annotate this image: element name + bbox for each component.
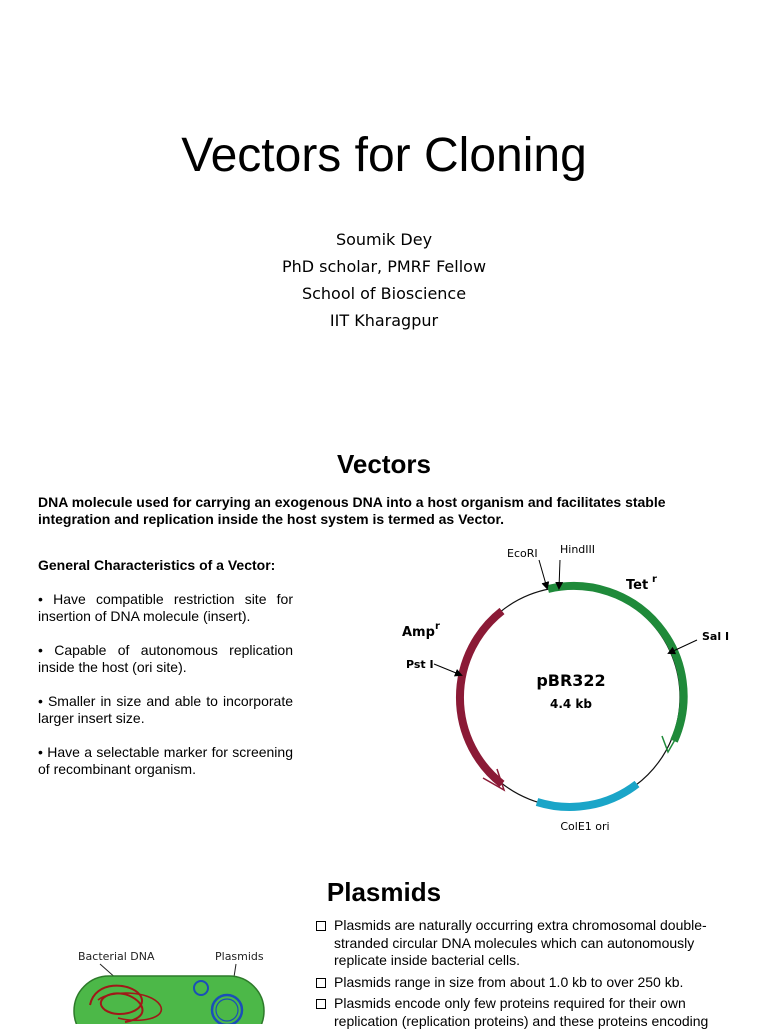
ori-arc xyxy=(537,784,637,807)
plasmids-heading: Plasmids xyxy=(326,877,442,907)
checkbox-bullet-icon xyxy=(316,999,326,1009)
plasmid-facts-list xyxy=(316,917,736,1034)
ori-label: ColE1 ori xyxy=(560,820,610,833)
psti-pointer xyxy=(434,664,461,675)
main-title: Vectors for Cloning xyxy=(181,129,587,182)
tet-label: Tet xyxy=(626,578,649,593)
bacterial-dna-label: Bacterial DNA xyxy=(78,950,155,963)
amp-gene-arc xyxy=(460,611,502,784)
list-item: Plasmids range in size from about 1.0 kb to over 250 kb. xyxy=(316,974,736,992)
amp-superscript: r xyxy=(435,621,440,632)
psti-label: Pst I xyxy=(406,658,434,671)
ecori-label: EcoRI xyxy=(507,547,538,560)
list-item: • Have compatible restriction site for insertion of DNA molecule (insert). xyxy=(38,591,293,624)
bacterial-cell-diagram xyxy=(60,942,280,1024)
plasmid-size: 4.4 kb xyxy=(549,697,593,711)
list-item: Plasmids are naturally occurring extra chromosomal double-stranded circular DNA molecules which can autonomously replicate inside bacterial cells. xyxy=(316,917,736,970)
sali-label: Sal I xyxy=(702,630,730,643)
list-item: • Capable of autonomous replication inside the host (ori site). xyxy=(38,642,293,675)
list-item: • Smaller in size and able to incorporate larger insert size. xyxy=(38,693,293,726)
author-block xyxy=(0,226,768,334)
vectors-heading: Vectors xyxy=(337,449,431,479)
checkbox-bullet-icon xyxy=(316,978,326,988)
amp-label: Amp xyxy=(402,625,435,640)
list-item: Plasmids encode only few proteins required for their own replication (replication proteins) and these proteins encoding xyxy=(316,995,736,1030)
author-name: Soumik Dey xyxy=(335,230,433,249)
tet-gene-arc xyxy=(548,586,684,741)
vector-definition: DNA molecule used for carrying an exogenous DNA into a host organism and facilitates stable integration and replication inside the host system is termed as Vector. xyxy=(38,494,666,527)
author-position: PhD scholar, PMRF Fellow xyxy=(281,257,487,276)
plasmids-label: Plasmids xyxy=(215,950,264,963)
list-item: • Have a selectable marker for screening of recombinant organism. xyxy=(38,744,293,777)
plasmid-name: pBR322 xyxy=(536,671,606,690)
author-institute: IIT Kharagpur xyxy=(329,311,439,330)
checkbox-bullet-icon xyxy=(316,921,326,931)
characteristics-heading: General Characteristics of a Vector: xyxy=(38,557,276,573)
characteristics-list xyxy=(38,591,293,795)
tet-superscript: r xyxy=(652,574,657,585)
hindiii-label: HindIII xyxy=(560,543,596,556)
pbr322-plasmid-map xyxy=(392,536,737,836)
ecori-pointer xyxy=(539,560,547,588)
author-school: School of Bioscience xyxy=(301,284,467,303)
title-slide xyxy=(0,0,768,410)
